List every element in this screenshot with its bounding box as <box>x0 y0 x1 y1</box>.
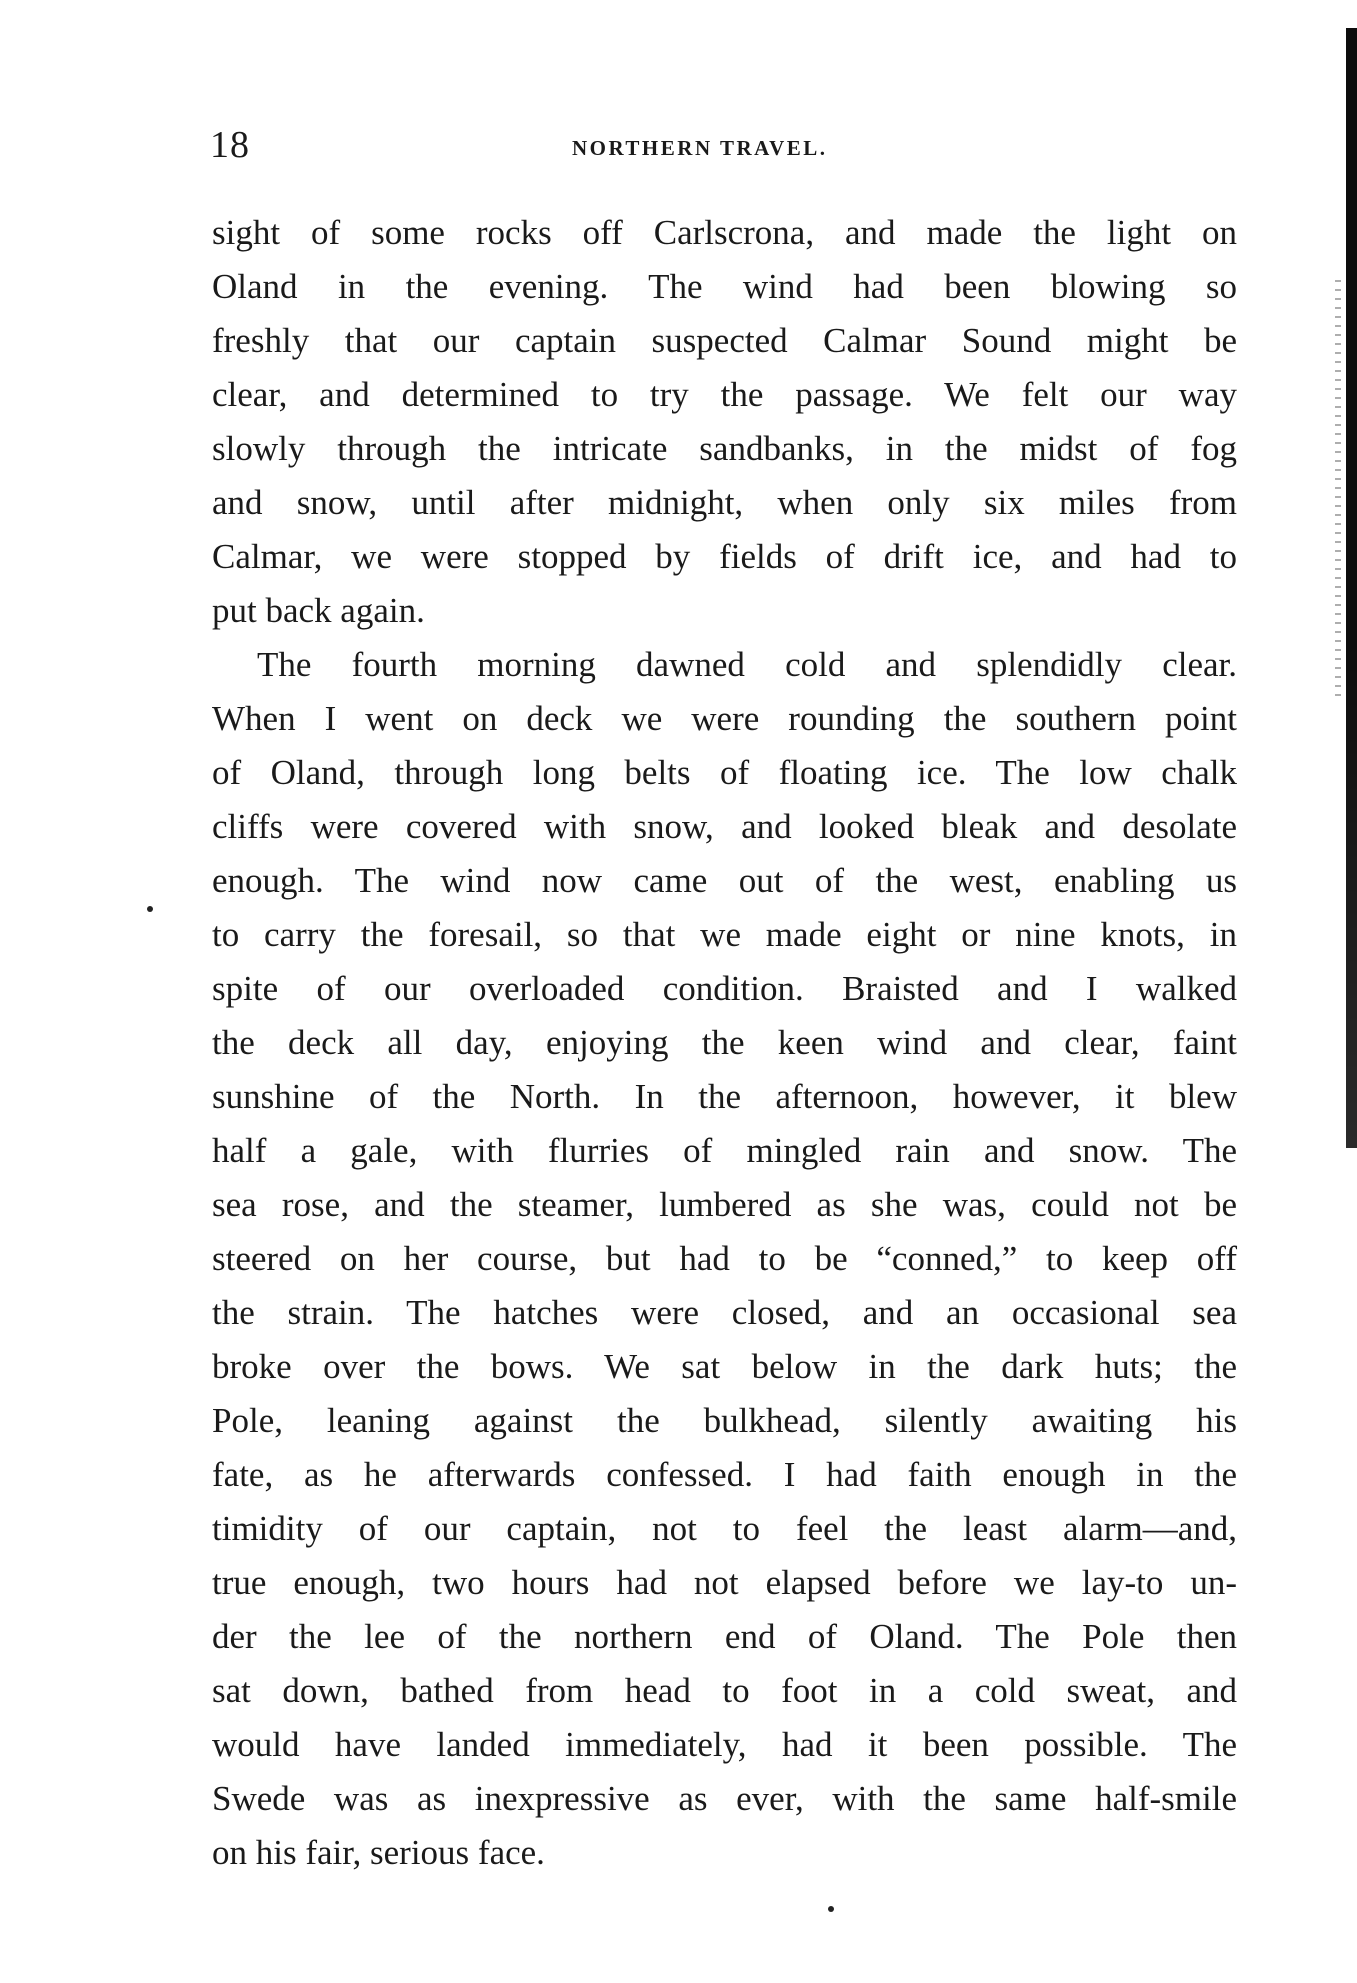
text-line: of Oland, through long belts of floating ice. The low chalk <box>212 753 1237 792</box>
text-line: the deck all day, enjoying the keen wind and clear, faint <box>212 1023 1237 1062</box>
page-edge-speckle <box>1335 280 1341 700</box>
text-line: sunshine of the North. In the afternoon, however, it blew <box>212 1077 1237 1116</box>
text-line: timidity of our captain, not to feel the least alarm—and, <box>212 1509 1237 1548</box>
text-line: true enough, two hours had not elapsed before we lay-to un- <box>212 1563 1237 1602</box>
text-line: Oland in the evening. The wind had been blowing so <box>212 267 1237 306</box>
text-line: sea rose, and the steamer, lumbered as she was, could not be <box>212 1185 1237 1224</box>
text-line: on his fair, serious face. <box>212 1833 545 1872</box>
text-line: sight of some rocks off Carlscrona, and made the light on <box>212 213 1237 252</box>
text-line: sat down, bathed from head to foot in a cold sweat, and <box>212 1671 1237 1710</box>
text-line: cliffs were covered with snow, and looked bleak and desolate <box>212 807 1237 846</box>
text-line: would have landed immediately, had it been possible. The <box>212 1725 1237 1764</box>
text-line: and snow, until after midnight, when only six miles from <box>212 483 1237 522</box>
page-edge-shadow <box>1346 28 1357 1148</box>
text-line: Calmar, we were stopped by fields of drift ice, and had to <box>212 537 1237 576</box>
text-line: When I went on deck we were rounding the southern point <box>212 699 1237 738</box>
text-line: put back again. <box>212 591 425 630</box>
running-head: NORTHERN TRAVEL. <box>572 136 828 160</box>
text-line: the strain. The hatches were closed, and an occasional sea <box>212 1293 1237 1332</box>
page-number: 18 <box>210 124 250 166</box>
text-line: slowly through the intricate sandbanks, in the midst of fog <box>212 429 1237 468</box>
text-line: spite of our overloaded condition. Braisted and I walked <box>212 969 1237 1008</box>
scan-speck <box>828 1906 834 1912</box>
text-line: to carry the foresail, so that we made eight or nine knots, in <box>212 915 1237 954</box>
text-line: enough. The wind now came out of the west, enabling us <box>212 861 1237 900</box>
text-line: The fourth morning dawned cold and splendidly clear. <box>257 645 1237 684</box>
text-line: half a gale, with flurries of mingled rain and snow. The <box>212 1131 1237 1170</box>
text-line: Swede was as inexpressive as ever, with the same half-smile <box>212 1779 1237 1818</box>
body-text <box>212 206 1237 1880</box>
text-line: fate, as he afterwards confessed. I had faith enough in the <box>212 1455 1237 1494</box>
text-line: clear, and determined to try the passage. We felt our way <box>212 375 1237 414</box>
text-line: Pole, leaning against the bulkhead, silently awaiting his <box>212 1401 1237 1440</box>
scan-speck <box>147 906 153 912</box>
text-line: der the lee of the northern end of Oland. The Pole then <box>212 1617 1237 1656</box>
text-line: steered on her course, but had to be “conned,” to keep off <box>212 1239 1237 1278</box>
text-line: broke over the bows. We sat below in the dark huts; the <box>212 1347 1237 1386</box>
text-line: freshly that our captain suspected Calmar Sound might be <box>212 321 1237 360</box>
